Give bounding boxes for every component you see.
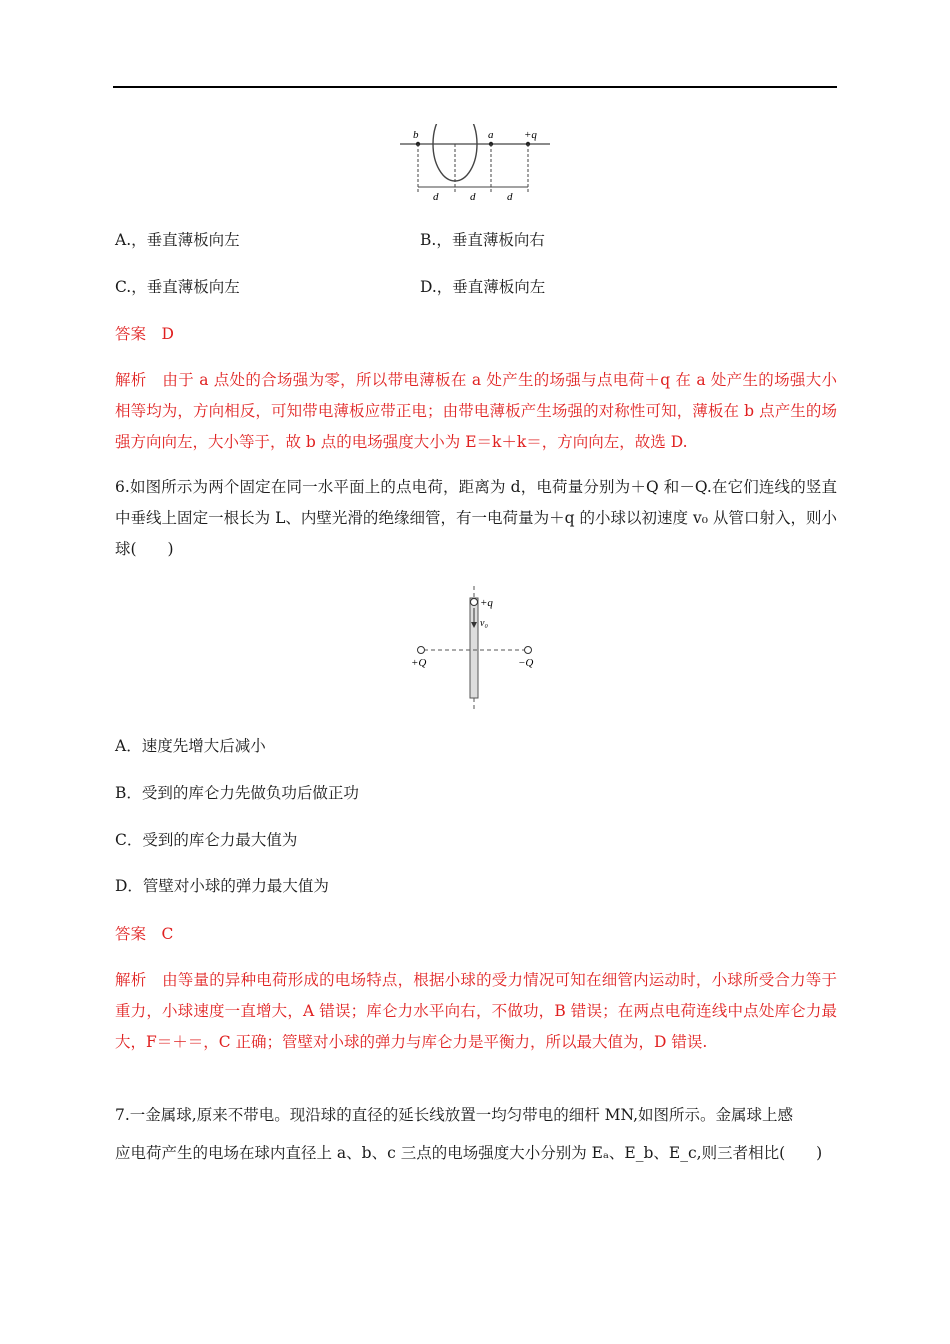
label-d1: d [433, 191, 439, 203]
q7-stem-line2: 应电荷产生的电场在球内直径上 a、b、c 三点的电场强度大小分别为 Eₐ、E_b、E_c,则三者相比( ) [115, 1144, 823, 1162]
q5-option-a: A.，垂直薄板向左 [115, 231, 240, 249]
figure-plate-charge [398, 124, 558, 204]
q6-stem: 6.如图所示为两个固定在同一水平面上的点电荷，距离为 d，电荷量分别为＋Q 和－Q.在它们连线的竖直中垂线上固定一根长为 L、内壁光滑的绝缘细管，有一电荷量为＋q 的小球以初速度 v₀ 从管口射入，则小球( ) [115, 478, 837, 558]
q6-option-a: A．速度先增大后减小 [115, 737, 266, 755]
q5-answer: 答案 D [115, 325, 174, 343]
q6-option-d: D．管壁对小球的弹力最大值为 [115, 877, 329, 895]
q6-option-c: C．受到的库仑力最大值为 [115, 831, 298, 849]
label-plus-q: +q [524, 129, 537, 141]
q5-analysis: 解析 由于 a 点处的合场强为零，所以带电薄板在 a 处产生的场强与点电荷＋q 在 a 处产生的场强大小相等均为，方向相反，可知带电薄板应带正电；由带电薄板产生场强的对称性可知，薄板在 b 点产生的场强方向向左，大小等于，故 b 点的电场强度大小为 E＝k＋k＝，方向向左，故选 D. [115, 371, 837, 451]
q6-option-b: B．受到的库仑力先做负功后做正功 [115, 784, 359, 802]
figure-tube-charges [408, 584, 548, 712]
label-d3: d [507, 191, 513, 203]
q5-option-b: B.，垂直薄板向右 [420, 231, 545, 249]
label-minus-Q: −Q [518, 657, 534, 669]
label-v0: v₀ [480, 618, 488, 629]
label-q: +q [480, 597, 493, 609]
q6-analysis: 解析 由等量的异种电荷形成的电场特点，根据小球的受力情况可知在细管内运动时，小球所受合力等于重力，小球速度一直增大，A 错误；库仑力水平向右，不做功，B 错误；在两点电荷连线中点处库仑力最大，F＝＋＝，C 正确；管壁对小球的弹力与库仑力是平衡力，所以最大值为，D 错误. [115, 971, 837, 1051]
label-b: b [413, 129, 419, 141]
q5-option-d: D.，垂直薄板向左 [420, 278, 546, 296]
label-d2: d [470, 191, 476, 203]
q5-option-c: C.，垂直薄板向左 [115, 278, 240, 296]
q7-stem-line1: 7.一金属球,原来不带电。现沿球的直径的延长线放置一均匀带电的细杆 MN,如图所示。金属球上感 [115, 1106, 794, 1124]
q6-answer: 答案 C [115, 925, 174, 943]
header-rule [113, 86, 837, 88]
label-plus-Q: +Q [411, 657, 427, 669]
label-a: a [488, 129, 494, 141]
